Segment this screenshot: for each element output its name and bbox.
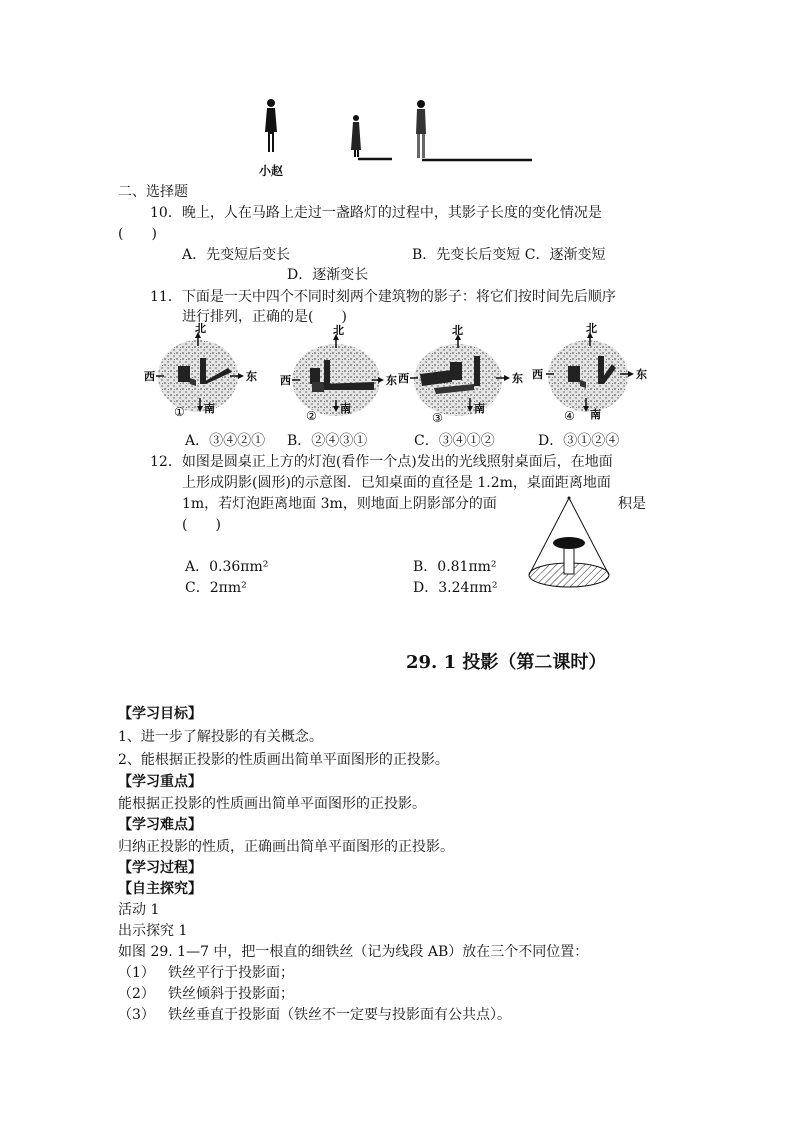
panel-1 xyxy=(156,332,244,412)
svg-text:北: 北 xyxy=(333,324,344,337)
explore-heading: 【自主探究】 xyxy=(118,881,202,897)
process-heading: 【学习过程】 xyxy=(118,860,202,876)
people-shadow-figure xyxy=(250,92,550,184)
focus-heading: 【学习重点】 xyxy=(118,774,202,790)
item-3-text: 铁丝垂直于投影面（铁丝不一定要与投影面有公共点）。 xyxy=(168,1007,511,1023)
q10-option-a: A．先变短后变长 xyxy=(182,247,291,263)
q11-option-a: A．③④②① xyxy=(185,433,266,449)
table-top xyxy=(553,537,585,549)
svg-text:东: 东 xyxy=(386,374,397,387)
item-3-number: （3） xyxy=(118,1007,155,1023)
q12-option-b: B．0.81πm² xyxy=(413,559,497,575)
q11-stem-line1: 11．下面是一天中四个不同时刻两个建筑物的影子：将它们按时间先后顺序 xyxy=(150,289,616,305)
q10-option-bc: B．先变长后变短 C．逐渐变短 xyxy=(412,247,606,263)
svg-text:①: ① xyxy=(174,405,185,419)
q10-option-d: D．逐渐变长 xyxy=(287,267,369,283)
focus-text: 能根据正投影的性质画出简单平面图形的正投影。 xyxy=(118,796,426,812)
svg-text:③: ③ xyxy=(432,411,443,425)
svg-text:西: 西 xyxy=(280,374,291,387)
section-heading: 二、选择题 xyxy=(118,184,188,200)
q12-option-d: D．3.24πm² xyxy=(413,580,498,596)
svg-text:南: 南 xyxy=(340,402,351,415)
q12-line3b: 积是 xyxy=(618,496,646,512)
q12-paren: ( ) xyxy=(182,517,221,533)
q11-option-b: B．②④③① xyxy=(287,433,368,449)
lamp-table-figure xyxy=(526,496,626,592)
svg-text:东: 东 xyxy=(512,372,523,385)
svg-text:南: 南 xyxy=(590,408,601,421)
q11-stem-line2: 进行排列，正确的是( ) xyxy=(182,309,347,325)
panel-3 xyxy=(410,334,510,416)
lamp-bulb xyxy=(568,497,571,500)
goal-1: 1、进一步了解投影的有关概念。 xyxy=(118,729,323,745)
difficulty-heading: 【学习难点】 xyxy=(118,817,202,833)
svg-text:南: 南 xyxy=(474,402,485,415)
q11-option-c: C．③④①② xyxy=(414,433,495,449)
q10-stem: 10．晚上，人在马路上走过一盏路灯的过程中，其影子长度的变化情况是 xyxy=(150,205,602,221)
q12-option-a: A．0.36πm² xyxy=(185,559,269,575)
person-xiaozhao xyxy=(265,99,277,152)
q11-shadow-panels xyxy=(140,322,660,428)
item-1-number: （1） xyxy=(118,965,155,981)
panel-2 xyxy=(292,334,384,416)
difficulty-text: 归纳正投影的性质，正确画出简单平面图形的正投影。 xyxy=(118,839,454,855)
svg-text:北: 北 xyxy=(452,324,463,337)
item-2-number: （2） xyxy=(118,986,155,1002)
table-leg xyxy=(564,546,574,574)
svg-text:西: 西 xyxy=(398,372,409,385)
item-1-text: 铁丝平行于投影面； xyxy=(168,965,294,981)
lesson-title: 29. 1 投影（第二课时） xyxy=(406,652,607,673)
person-middle xyxy=(351,115,361,157)
svg-text:北: 北 xyxy=(195,322,206,335)
item-2-text: 铁丝倾斜于投影面； xyxy=(168,986,294,1002)
activity-label: 活动 1 xyxy=(118,902,160,918)
q12-line1: 12．如图是圆桌正上方的灯泡(看作一个点)发出的光线照射桌面后，在地面 xyxy=(150,454,613,470)
q11-option-d: D．③①②④ xyxy=(538,433,620,449)
q12-line2: 上形成阴影(圆形)的示意图．已知桌面的直径是 1.2m，桌面距离地面 xyxy=(182,475,611,491)
figure-caption: 小赵 xyxy=(259,164,284,178)
q12-line3a: 1m，若灯泡距离地面 3m，则地面上阴影部分的面 xyxy=(182,496,497,512)
q10-paren: ( ) xyxy=(118,226,157,242)
goal-2: 2、能根据正投影的性质画出简单平面图形的正投影。 xyxy=(118,752,449,768)
person-right xyxy=(416,100,426,158)
svg-text:西: 西 xyxy=(144,370,155,383)
goal-heading: 【学习目标】 xyxy=(118,706,202,722)
panel-4 xyxy=(546,332,634,412)
svg-text:东: 东 xyxy=(246,370,257,383)
svg-text:西: 西 xyxy=(532,368,543,381)
svg-text:北: 北 xyxy=(586,322,597,335)
q12-option-c: C．2πm² xyxy=(185,580,247,596)
svg-text:④: ④ xyxy=(564,409,575,423)
show-label: 出示探究 1 xyxy=(118,923,188,939)
svg-text:②: ② xyxy=(306,409,317,423)
svg-text:南: 南 xyxy=(204,402,215,415)
intro-text: 如图 29. 1—7 中，把一根直的细铁丝（记为线段 AB）放在三个不同位置： xyxy=(118,944,589,960)
svg-text:东: 东 xyxy=(636,368,647,381)
